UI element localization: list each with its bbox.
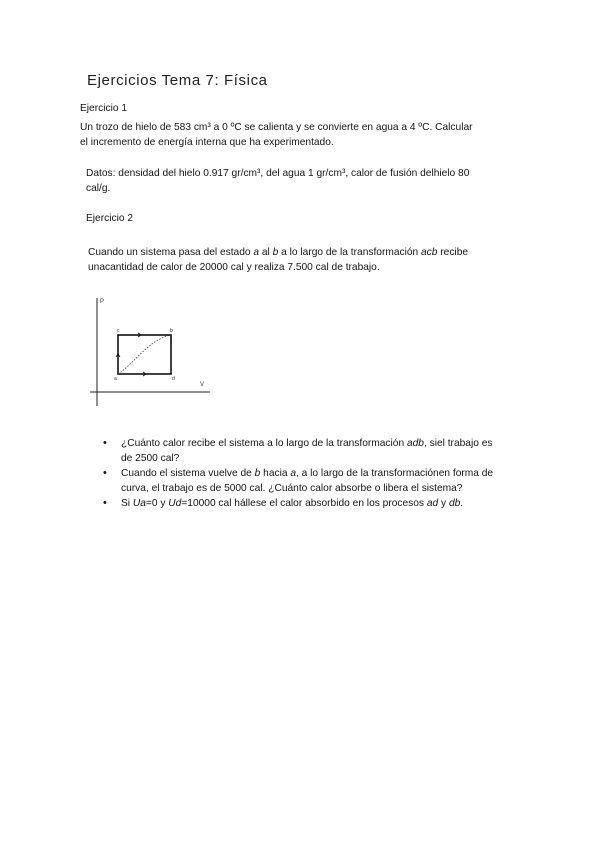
y-axis-label: P (100, 299, 105, 305)
text-run: , a lo largo de la transformaciónen forma de curva, el trabajo es de 5000 cal. ¿Cuánto calor absorbe o libera el sistema? (121, 468, 494, 494)
text-run: Cuando el sistema vuelve de (121, 468, 255, 479)
question-item-2 (103, 466, 503, 496)
text-run: a lo largo de la transformación (278, 247, 422, 258)
exercise-1-data-line-2: cal/g. (86, 183, 111, 194)
text-run: Cuando un sistema pasa del estado (88, 247, 254, 258)
text-run: y (438, 498, 449, 509)
exercise-1-data-line-1: Datos: densidad del hielo 0.917 gr/cm³, del agua 1 gr/cm³, calor de fusión delhielo 80 (86, 168, 470, 179)
exercise-1-statement (80, 120, 520, 150)
text-run: recibe (437, 247, 469, 258)
corner-a-label: a (114, 376, 117, 382)
corner-d-label: d (172, 376, 175, 382)
state-b: b (272, 247, 279, 258)
path-db: db (448, 498, 461, 509)
text-run: Si (121, 498, 133, 509)
question-item-1 (103, 436, 503, 466)
exercise-2-statement (88, 245, 518, 275)
text-run: =0 y (145, 498, 169, 509)
path-acb: acb (421, 247, 438, 258)
text-run: , siel trabajo es de 2500 cal? (121, 438, 493, 464)
text-run: hacia (260, 468, 291, 479)
path-adb: adb (406, 438, 424, 449)
exercise-1-line-1: Un trozo de hielo de 583 cm³ a 0 ºC se calienta y se convierte en agua a 4 ºC. Calcular (80, 122, 473, 133)
question-item-3 (103, 496, 503, 511)
state-b: b (254, 468, 261, 479)
corner-c-label: c (117, 328, 120, 334)
energy-ud: Ud (168, 498, 182, 509)
text-run: =10000 cal hállese el calor absorbido en los procesos (181, 498, 427, 509)
exercise-2-line-2: unacantidad de calor de 20000 cal y realiza 7.500 cal de trabajo. (88, 262, 380, 273)
page-title: Ejercicios Tema 7: Física (87, 72, 268, 89)
exercise-2-line-1 (88, 245, 518, 260)
state-a: a (290, 468, 297, 479)
exercise-1-data (86, 166, 526, 196)
text-run: al (259, 247, 273, 258)
x-axis-label: V (200, 382, 205, 388)
exercise-1-line-2: el incremento de energía interna que ha experimentado. (80, 137, 334, 148)
corner-b-label: b (170, 328, 173, 334)
pv-diagram (86, 292, 216, 412)
text-run: ¿Cuánto calor recibe el sistema a lo largo de la transformación (121, 438, 407, 449)
exercise-1-heading: Ejercicio 1 (80, 103, 127, 114)
text-run: . (460, 498, 464, 509)
questions-list (103, 436, 503, 511)
path-ad: ad (426, 498, 439, 509)
exercise-2-heading: Ejercicio 2 (86, 213, 133, 224)
state-a: a (253, 247, 260, 258)
energy-ua: Ua (132, 498, 146, 509)
cycle-curve (118, 335, 171, 374)
